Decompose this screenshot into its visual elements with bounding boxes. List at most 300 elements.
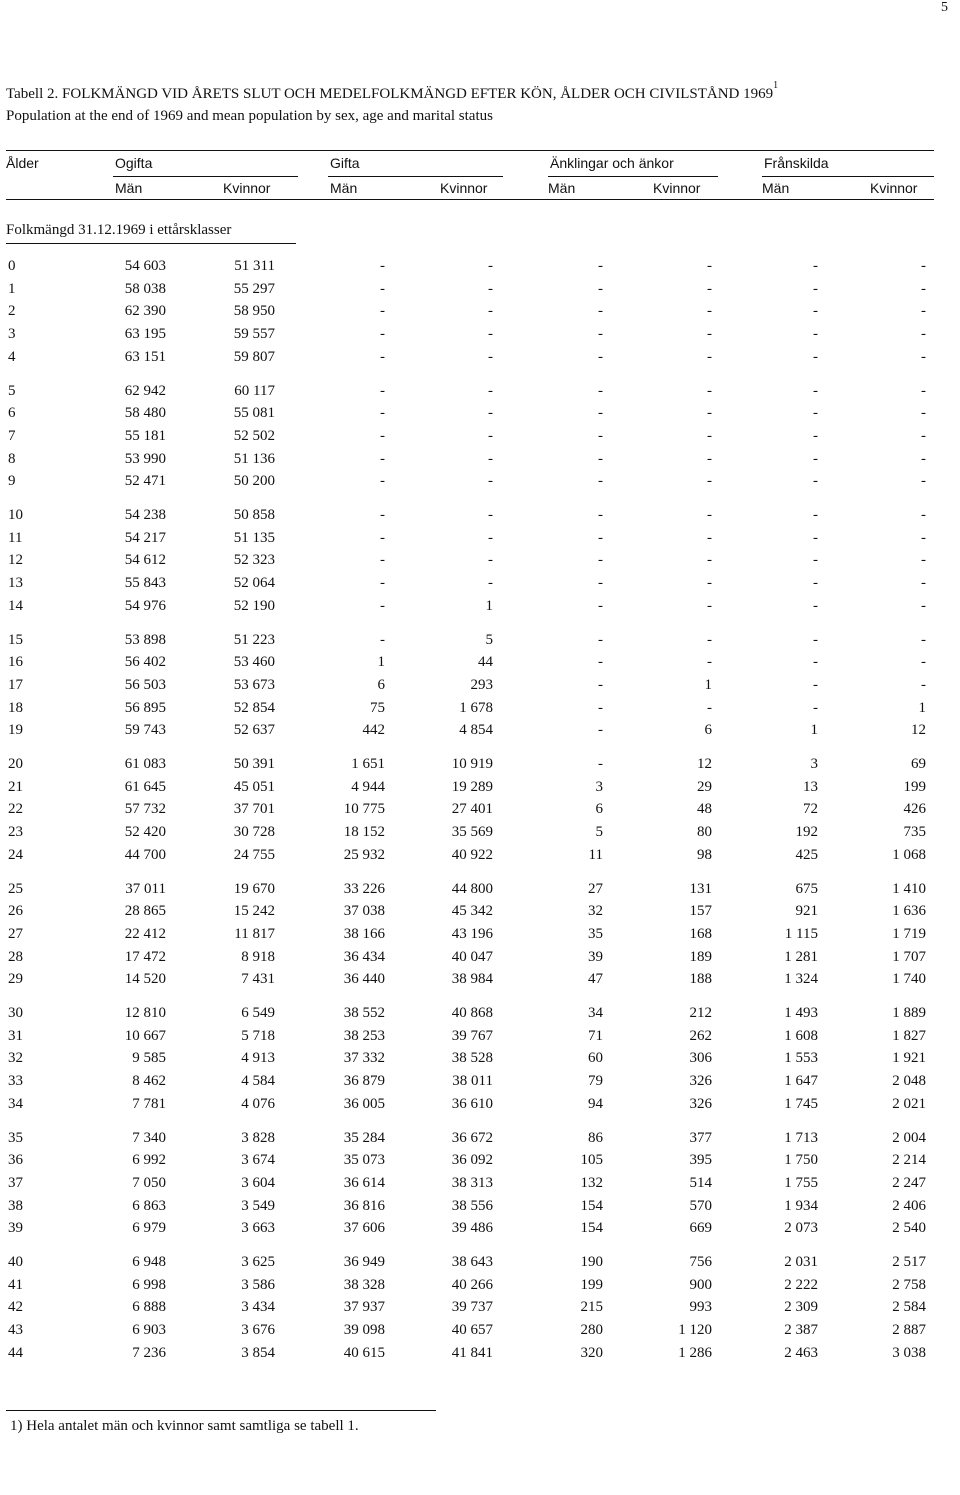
cell-franskilda-man: - [813,552,818,569]
cell-gifta-man: - [380,258,385,274]
cell-anklingar-man: 94 [588,1095,603,1112]
table-row-age: 15 [8,631,23,648]
cell-gifta-kvinnor: 10 919 [451,756,493,772]
cell-anklingar-man: 215 [580,1299,603,1316]
cell-anklingar-kvinnor: - [707,654,712,671]
table-subtitle: Population at the end of 1969 and mean population by sex, age and marital status [6,108,493,124]
cell-gifta-kvinnor: 43 196 [451,925,493,942]
cell-franskilda-man: - [813,280,818,297]
cell-gifta-kvinnor: - [488,427,493,444]
cell-anklingar-kvinnor: 48 [697,801,712,818]
cell-ogifta-man: 6 998 [132,1276,166,1293]
cell-gifta-man: 39 098 [343,1322,385,1339]
cell-anklingar-man: - [598,676,603,693]
cell-ogifta-kvinnor: 55 297 [233,280,275,297]
page-number: 5 [941,0,948,15]
cell-gifta-kvinnor: - [488,348,493,365]
cell-ogifta-man: 6 979 [132,1220,166,1237]
cell-ogifta-man: 7 050 [132,1174,166,1191]
cell-franskilda-man: 192 [795,824,818,841]
header-group-franskilda: Frånskilda [764,155,829,171]
cell-gifta-kvinnor: 39 737 [451,1299,493,1316]
cell-ogifta-kvinnor: 55 081 [233,405,275,422]
cell-ogifta-kvinnor: 53 460 [233,654,275,671]
cell-franskilda-man: 2 309 [784,1299,818,1316]
cell-gifta-kvinnor: 36 672 [451,1129,493,1146]
cell-anklingar-kvinnor: 395 [689,1152,712,1169]
cell-anklingar-man: - [598,303,603,320]
table-row-age: 1 [8,280,16,297]
cell-gifta-kvinnor: - [488,382,493,399]
subheader-man-2: Män [330,180,358,196]
cell-gifta-kvinnor: 41 841 [451,1344,493,1361]
cell-franskilda-kvinnor: - [921,552,926,569]
cell-gifta-kvinnor: 5 [485,631,493,648]
cell-gifta-man: 442 [362,722,385,739]
cell-franskilda-kvinnor: - [921,597,926,614]
cell-anklingar-man: - [598,382,603,399]
cell-franskilda-man: 13 [803,778,818,795]
cell-franskilda-man: 2 222 [784,1276,818,1293]
table-row-age: 6 [8,405,16,422]
cell-anklingar-kvinnor: - [707,303,712,320]
cell-franskilda-kvinnor: - [921,348,926,365]
cell-franskilda-kvinnor: 2 540 [892,1220,926,1237]
table-title-text: Tabell 2. FOLKMÄNGD VID ÅRETS SLUT OCH MEDELFOLKMÄNGD EFTER KÖN, ÅLDER OCH CIVILSTÅND 1969 [6,86,774,102]
cell-ogifta-kvinnor: 4 584 [241,1073,275,1090]
cell-gifta-kvinnor: 27 401 [451,801,493,818]
cell-gifta-kvinnor: 36 610 [451,1095,493,1112]
cell-gifta-kvinnor: 40 868 [451,1005,493,1021]
cell-anklingar-man: 60 [588,1050,603,1067]
cell-ogifta-kvinnor: 51 223 [233,631,275,648]
table-row-age: 36 [8,1152,23,1169]
cell-ogifta-kvinnor: 52 190 [233,597,275,614]
cell-anklingar-man: 5 [595,824,603,841]
cell-gifta-kvinnor: 4 854 [459,722,493,739]
cell-franskilda-man: 1 553 [784,1050,818,1067]
cell-gifta-kvinnor: - [488,280,493,297]
cell-ogifta-man: 55 843 [124,575,166,592]
cell-ogifta-man: 55 181 [124,427,166,444]
cell-gifta-man: 38 552 [343,1005,385,1021]
cell-gifta-man: 18 152 [343,824,385,841]
cell-anklingar-man: 190 [580,1254,603,1270]
table-row-age: 39 [8,1220,23,1237]
cell-gifta-man: 75 [370,699,385,716]
section-underline [6,243,296,244]
cell-gifta-man: 38 328 [343,1276,385,1293]
table-row-age: 21 [8,778,23,795]
cell-ogifta-man: 54 603 [124,258,166,274]
cell-ogifta-kvinnor: 8 918 [241,948,275,965]
cell-anklingar-man: 27 [588,880,603,897]
cell-gifta-man: 38 166 [343,925,385,942]
cell-ogifta-kvinnor: 24 755 [233,846,275,863]
cell-anklingar-kvinnor: 12 [697,756,712,772]
cell-franskilda-kvinnor: 1 410 [892,880,926,897]
cell-ogifta-kvinnor: 52 064 [233,575,275,592]
cell-franskilda-kvinnor: 2 584 [892,1299,926,1316]
table-row-age: 42 [8,1299,23,1316]
cell-franskilda-kvinnor: - [921,258,926,274]
cell-ogifta-kvinnor: 3 434 [241,1299,275,1316]
cell-ogifta-kvinnor: 3 625 [241,1254,275,1270]
cell-ogifta-kvinnor: 50 391 [233,756,275,772]
table-title [6,80,779,103]
table-row-age: 4 [8,348,16,365]
cell-ogifta-man: 58 480 [124,405,166,422]
cell-anklingar-kvinnor: 900 [689,1276,712,1293]
cell-franskilda-kvinnor: - [921,654,926,671]
cell-gifta-kvinnor: 44 800 [451,880,493,897]
cell-gifta-kvinnor: 39 486 [451,1220,493,1237]
cell-anklingar-man: - [598,575,603,592]
cell-anklingar-kvinnor: 756 [689,1254,712,1270]
cell-ogifta-kvinnor: 59 557 [233,326,275,343]
cell-ogifta-kvinnor: 7 431 [241,971,275,988]
cell-gifta-kvinnor: - [488,326,493,343]
table-row-age: 0 [8,258,16,274]
cell-ogifta-kvinnor: 50 858 [233,507,275,523]
cell-gifta-man: - [380,348,385,365]
cell-franskilda-kvinnor: 1 827 [892,1027,926,1044]
cell-franskilda-man: - [813,575,818,592]
cell-franskilda-kvinnor: 2 247 [892,1174,926,1191]
cell-anklingar-man: - [598,473,603,490]
cell-franskilda-kvinnor: 2 004 [892,1129,926,1146]
cell-gifta-kvinnor: 39 767 [451,1027,493,1044]
cell-gifta-man: - [380,473,385,490]
cell-franskilda-kvinnor: - [921,575,926,592]
cell-gifta-man: - [380,303,385,320]
cell-franskilda-kvinnor: 2 048 [892,1073,926,1090]
cell-gifta-kvinnor: - [488,258,493,274]
cell-gifta-man: - [380,326,385,343]
cell-franskilda-kvinnor: - [921,326,926,343]
header-group-gifta: Gifta [330,155,360,171]
cell-anklingar-kvinnor: 98 [697,846,712,863]
cell-franskilda-man: 2 387 [784,1322,818,1339]
cell-ogifta-kvinnor: 51 311 [234,258,275,274]
cell-ogifta-kvinnor: 45 051 [233,778,275,795]
cell-franskilda-kvinnor: - [921,303,926,320]
table-row-age: 5 [8,382,16,399]
cell-gifta-man: 10 775 [343,801,385,818]
cell-ogifta-kvinnor: 51 136 [233,450,275,467]
cell-franskilda-kvinnor: - [921,450,926,467]
footnote: 1) Hela antalet män och kvinnor samt samtliga se tabell 1. [10,1418,359,1434]
cell-franskilda-man: - [813,382,818,399]
subheader-kvinnor-1: Kvinnor [223,180,271,196]
cell-gifta-man: - [380,631,385,648]
table-row-age: 2 [8,303,16,320]
cell-anklingar-man: 32 [588,903,603,920]
cell-franskilda-man: 1 755 [784,1174,818,1191]
cell-ogifta-kvinnor: 19 670 [233,880,275,897]
table-row-age: 32 [8,1050,23,1067]
cell-anklingar-kvinnor: 189 [689,948,712,965]
cell-gifta-kvinnor: 293 [470,676,493,693]
cell-franskilda-man: - [813,427,818,444]
cell-franskilda-man: 1 713 [784,1129,818,1146]
cell-gifta-kvinnor: 40 922 [451,846,493,863]
cell-gifta-kvinnor: 40 047 [451,948,493,965]
cell-franskilda-kvinnor: - [921,382,926,399]
cell-anklingar-kvinnor: - [707,575,712,592]
cell-anklingar-kvinnor: 1 120 [678,1322,712,1339]
cell-ogifta-man: 54 612 [124,552,166,569]
table-row-age: 18 [8,699,23,716]
cell-franskilda-man: 1 281 [784,948,818,965]
cell-anklingar-man: - [598,326,603,343]
cell-franskilda-kvinnor: - [921,507,926,523]
cell-franskilda-kvinnor: 2 758 [892,1276,926,1293]
cell-franskilda-man: 1 934 [784,1197,818,1214]
cell-gifta-man: 37 332 [343,1050,385,1067]
cell-ogifta-man: 56 402 [124,654,166,671]
cell-gifta-man: 37 937 [343,1299,385,1316]
cell-gifta-man: - [380,382,385,399]
cell-anklingar-kvinnor: - [707,348,712,365]
cell-anklingar-man: 280 [580,1322,603,1339]
cell-ogifta-kvinnor: 3 676 [241,1322,275,1339]
cell-franskilda-man: - [813,258,818,274]
cell-franskilda-man: 3 [810,756,818,772]
cell-ogifta-kvinnor: 4 913 [241,1050,275,1067]
cell-franskilda-man: 1 647 [784,1073,818,1090]
table-row-age: 43 [8,1322,23,1339]
cell-gifta-kvinnor: - [488,507,493,523]
cell-gifta-man: - [380,552,385,569]
cell-gifta-man: - [380,575,385,592]
cell-ogifta-kvinnor: 4 076 [241,1095,275,1112]
cell-franskilda-man: 1 750 [784,1152,818,1169]
group-underline-gifta [328,176,503,177]
cell-franskilda-kvinnor: 2 406 [892,1197,926,1214]
cell-anklingar-kvinnor: 326 [689,1095,712,1112]
cell-anklingar-kvinnor: 168 [689,925,712,942]
cell-ogifta-man: 6 903 [132,1322,166,1339]
table-row-age: 3 [8,326,16,343]
cell-anklingar-man: 34 [588,1005,603,1021]
cell-anklingar-kvinnor: 188 [689,971,712,988]
cell-gifta-man: 37 038 [343,903,385,920]
cell-anklingar-man: - [598,450,603,467]
cell-franskilda-kvinnor: - [921,405,926,422]
cell-ogifta-man: 52 420 [124,824,166,841]
header-group-anklingar: Änklingar och änkor [550,155,674,171]
cell-gifta-man: 36 816 [343,1197,385,1214]
cell-ogifta-man: 53 990 [124,450,166,467]
cell-ogifta-man: 63 195 [124,326,166,343]
group-underline-anklingar [548,176,718,177]
cell-ogifta-man: 54 238 [124,507,166,523]
cell-gifta-man: 33 226 [343,880,385,897]
subheader-kvinnor-3: Kvinnor [653,180,701,196]
cell-anklingar-man: - [598,348,603,365]
header-group-ogifta: Ogifta [115,155,153,171]
cell-ogifta-kvinnor: 52 323 [233,552,275,569]
cell-franskilda-kvinnor: 2 887 [892,1322,926,1339]
cell-franskilda-kvinnor: 2 214 [892,1152,926,1169]
cell-anklingar-man: 79 [588,1073,603,1090]
cell-ogifta-man: 54 217 [124,529,166,546]
cell-franskilda-man: 1 115 [784,925,818,942]
cell-franskilda-kvinnor: 1 [918,699,926,716]
cell-ogifta-man: 6 888 [132,1299,166,1316]
cell-gifta-kvinnor: - [488,552,493,569]
cell-franskilda-man: 675 [795,880,818,897]
cell-franskilda-kvinnor: 1 707 [892,948,926,965]
cell-franskilda-man: - [813,654,818,671]
cell-ogifta-kvinnor: 52 502 [233,427,275,444]
cell-anklingar-man: 154 [580,1197,603,1214]
cell-ogifta-man: 7 236 [132,1344,166,1361]
cell-anklingar-man: 199 [580,1276,603,1293]
cell-ogifta-man: 6 948 [132,1254,166,1270]
table-row-age: 7 [8,427,16,444]
cell-anklingar-man: 132 [580,1174,603,1191]
cell-ogifta-kvinnor: 59 807 [233,348,275,365]
cell-gifta-kvinnor: - [488,529,493,546]
cell-franskilda-kvinnor: 426 [903,801,926,818]
cell-ogifta-man: 7 340 [132,1129,166,1146]
cell-anklingar-kvinnor: - [707,382,712,399]
cell-gifta-man: 35 073 [343,1152,385,1169]
cell-anklingar-kvinnor: - [707,507,712,523]
subheader-kvinnor-2: Kvinnor [440,180,488,196]
cell-gifta-kvinnor: 19 289 [451,778,493,795]
cell-anklingar-kvinnor: 157 [689,903,712,920]
cell-ogifta-kvinnor: 11 817 [234,925,275,942]
cell-gifta-kvinnor: 45 342 [451,903,493,920]
cell-gifta-man: 4 944 [351,778,385,795]
cell-gifta-kvinnor: - [488,473,493,490]
cell-franskilda-man: 2 073 [784,1220,818,1237]
cell-gifta-kvinnor: 38 556 [451,1197,493,1214]
table-row-age: 29 [8,971,23,988]
cell-anklingar-man: - [598,405,603,422]
group-underline-ogifta [113,176,298,177]
cell-anklingar-man: 86 [588,1129,603,1146]
cell-ogifta-kvinnor: 30 728 [233,824,275,841]
subheader-man-1: Män [115,180,143,196]
cell-franskilda-kvinnor: - [921,280,926,297]
cell-anklingar-man: - [598,427,603,444]
cell-franskilda-kvinnor: 199 [903,778,926,795]
cell-ogifta-kvinnor: 37 701 [233,801,275,818]
table-row-age: 23 [8,824,23,841]
cell-anklingar-man: 35 [588,925,603,942]
cell-gifta-kvinnor: 44 [478,654,493,671]
table-row-age: 31 [8,1027,23,1044]
cell-gifta-man: 36 879 [343,1073,385,1090]
cell-ogifta-kvinnor: 3 663 [241,1220,275,1237]
cell-ogifta-kvinnor: 60 117 [234,382,275,399]
cell-ogifta-kvinnor: 52 854 [233,699,275,716]
table-row-age: 30 [8,1005,23,1021]
table-row-age: 44 [8,1344,23,1361]
cell-gifta-man: 1 651 [351,756,385,772]
cell-anklingar-man: 6 [595,801,603,818]
cell-gifta-man: 1 [377,654,385,671]
cell-ogifta-kvinnor: 5 718 [241,1027,275,1044]
cell-ogifta-kvinnor: 6 549 [241,1005,275,1021]
cell-anklingar-kvinnor: - [707,473,712,490]
cell-gifta-man: - [380,427,385,444]
cell-anklingar-kvinnor: 212 [689,1005,712,1021]
cell-anklingar-man: - [598,258,603,274]
cell-anklingar-kvinnor: 993 [689,1299,712,1316]
cell-ogifta-man: 62 942 [124,382,166,399]
subheader-man-4: Män [762,180,790,196]
table-row-age: 34 [8,1095,23,1112]
table-row-age: 8 [8,450,16,467]
cell-franskilda-man: 1 608 [784,1027,818,1044]
cell-gifta-kvinnor: 1 678 [459,699,493,716]
cell-anklingar-kvinnor: 131 [689,880,712,897]
cell-anklingar-kvinnor: 262 [689,1027,712,1044]
cell-gifta-man: 36 434 [343,948,385,965]
cell-ogifta-kvinnor: 3 854 [241,1344,275,1361]
table-row-age: 19 [8,722,23,739]
header-age: Ålder [6,155,39,171]
cell-anklingar-man: - [598,597,603,614]
table-row-age: 35 [8,1129,23,1146]
cell-franskilda-man: 1 745 [784,1095,818,1112]
cell-gifta-man: - [380,450,385,467]
cell-ogifta-kvinnor: 51 135 [233,529,275,546]
cell-anklingar-kvinnor: 514 [689,1174,712,1191]
cell-franskilda-man: - [813,348,818,365]
cell-anklingar-kvinnor: - [707,427,712,444]
cell-gifta-kvinnor: 40 266 [451,1276,493,1293]
cell-franskilda-kvinnor: 3 038 [892,1344,926,1361]
cell-gifta-man: 36 440 [343,971,385,988]
table-row-age: 28 [8,948,23,965]
cell-franskilda-kvinnor: - [921,529,926,546]
cell-ogifta-man: 61 645 [124,778,166,795]
cell-ogifta-kvinnor: 3 674 [241,1152,275,1169]
cell-anklingar-kvinnor: - [707,699,712,716]
cell-gifta-kvinnor: 40 657 [451,1322,493,1339]
cell-franskilda-man: - [813,326,818,343]
cell-franskilda-kvinnor: 1 636 [892,903,926,920]
cell-ogifta-kvinnor: 3 828 [241,1129,275,1146]
cell-ogifta-man: 53 898 [124,631,166,648]
cell-ogifta-kvinnor: 3 586 [241,1276,275,1293]
table-row-age: 40 [8,1254,23,1270]
cell-anklingar-man: 47 [588,971,603,988]
cell-ogifta-kvinnor: 50 200 [233,473,275,490]
cell-franskilda-man: 1 [810,722,818,739]
cell-anklingar-man: - [598,280,603,297]
cell-anklingar-kvinnor: - [707,631,712,648]
cell-gifta-man: - [380,507,385,523]
table-row-age: 16 [8,654,23,671]
table-row-age: 20 [8,756,23,772]
cell-franskilda-man: - [813,450,818,467]
cell-gifta-man: 36 949 [343,1254,385,1270]
cell-ogifta-man: 62 390 [124,303,166,320]
cell-anklingar-man: 154 [580,1220,603,1237]
cell-anklingar-man: - [598,722,603,739]
cell-gifta-kvinnor: - [488,405,493,422]
cell-anklingar-man: 39 [588,948,603,965]
cell-anklingar-kvinnor: 1 [704,676,712,693]
cell-ogifta-man: 22 412 [124,925,166,942]
